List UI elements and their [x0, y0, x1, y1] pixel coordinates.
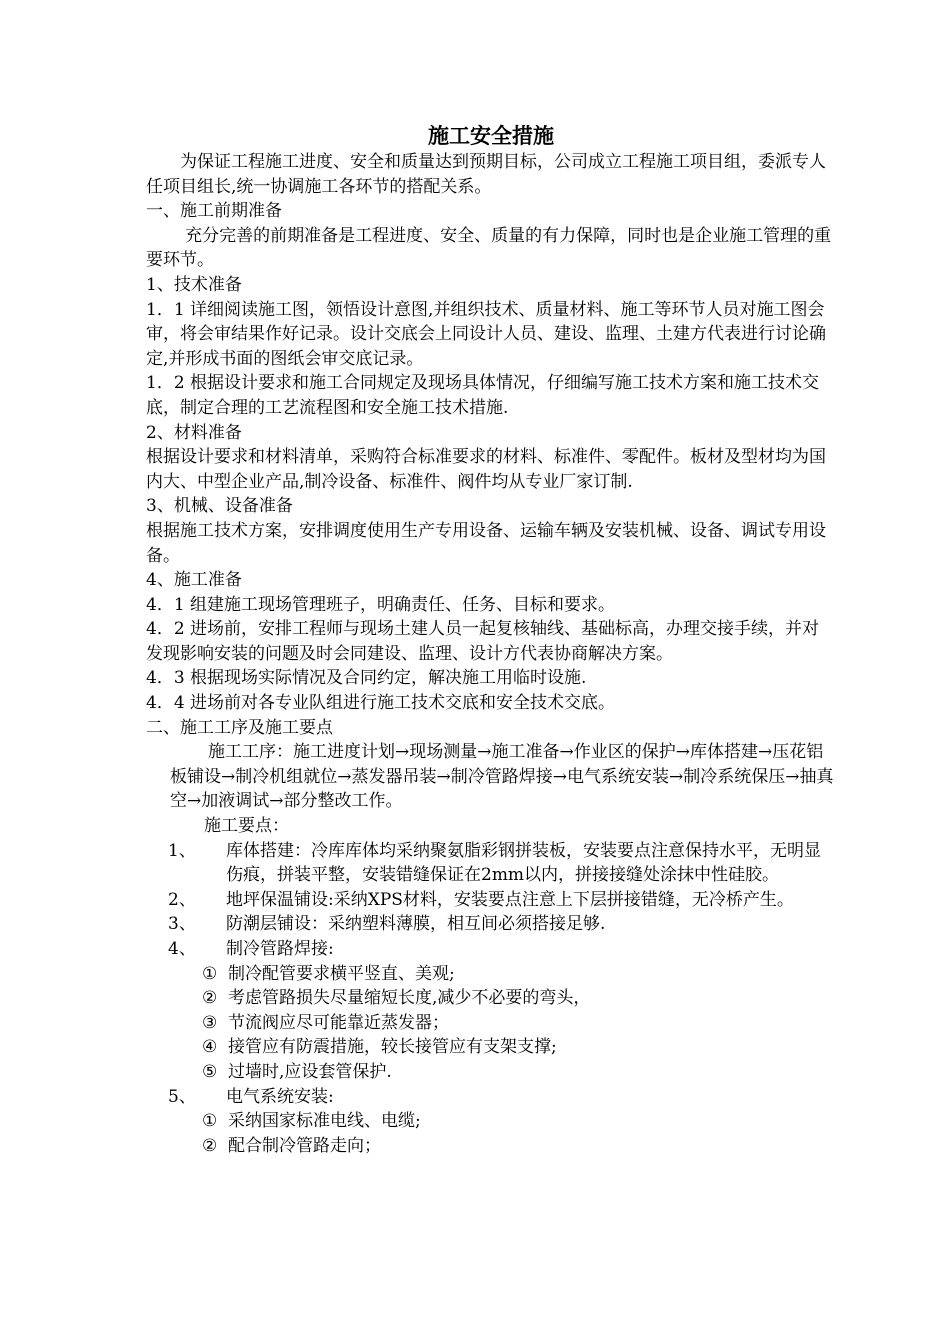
pipe-point	[146, 962, 836, 987]
intro-paragraph: 为保证工程施工进度、安全和质量达到预期目标，公司成立工程施工项目组，委派专人任项目组长,统一协调施工各环节的搭配关系。	[146, 152, 826, 197]
tech-heading: 1、技术准备	[146, 274, 242, 295]
list-item-number: 1、	[168, 840, 196, 861]
pipe-point-text: 接管应有防震措施，较长接管应有支架支撑;	[228, 1037, 557, 1058]
pipe-point-mark: ①	[202, 963, 218, 984]
pipe-point	[146, 986, 836, 1011]
list-item-number: 2、	[168, 889, 196, 910]
list-item-number: 5、	[168, 1086, 196, 1107]
list-item-text: 库体搭建：冷库库体均采纳聚氨脂彩钢拼装板，安装要点注意保持水平，无明显伤痕，拼装平整，安装错缝保证在2mm以内，拼接接缝处涂抹中性硅胶。	[226, 840, 821, 886]
section2-heading: 二、施工工序及施工要点	[146, 717, 333, 738]
construction-paragraph-4: 4．4 进场前对各专业队组进行施工技术交底和安全技术交底。	[146, 693, 616, 714]
construction-paragraph-2: 4．2 进场前，安排工程师与现场土建人员一起复核轴线、基础标高，办理交接手续，并对发现影响安装的问题及时会同建设、监理、设计方代表协商解决方案。	[146, 619, 820, 664]
pipe-point-mark: ④	[202, 1037, 218, 1058]
document-title: 施工安全措施	[428, 123, 554, 148]
material-heading: 2、材料准备	[146, 422, 242, 443]
pipe-point	[146, 1011, 836, 1036]
pipe-point-mark: ②	[202, 988, 218, 1009]
electric-point-mark: ①	[202, 1111, 218, 1132]
section1-intro: 充分完善的前期准备是工程进度、安全、质量的有力保障，同时也是企业施工管理的重要环节。	[146, 225, 832, 271]
electric-point-mark: ②	[202, 1135, 218, 1156]
pipe-point-text: 过墙时,应设套管保护.	[228, 1061, 392, 1082]
material-paragraph: 根据设计要求和材料清单，采购符合标准要求的材料、标准件、零配件。板材及型材均为国内大、中型企业产品,制冷设备、标准件、阀件均从专业厂家订制.	[146, 447, 826, 492]
tech-paragraph-1: 1．1 详细阅读施工图，领悟设计意图,并组织技术、质量材料、施工等环节人员对施工图会审，将会审结果作好记录。设计交底会上同设计人员、建设、监理、土建方代表进行讨论确定,并形成书面的图纸会审交底记录。	[146, 299, 826, 369]
construction-heading: 4、施工准备	[146, 570, 242, 591]
electric-point	[146, 1109, 836, 1134]
list-item-text: 防潮层铺设：采纳塑料薄膜，相互间必须搭接足够.	[226, 914, 606, 935]
pipe-point-text: 考虑管路损失尽量缩短长度,减少不必要的弯头，	[228, 988, 591, 1009]
machine-heading: 3、机械、设备准备	[146, 496, 293, 517]
list-item-number: 4、	[168, 939, 196, 959]
list-item	[146, 912, 836, 937]
electric-point-text: 配合制冷管路走向；	[228, 1135, 381, 1156]
construction-paragraph-1: 4．1 组建施工现场管理班子，明确责任、任务、目标和要求。	[146, 594, 616, 615]
list-item-text: 电气系统安装:	[226, 1086, 334, 1107]
pipe-point	[146, 1035, 836, 1060]
list-item	[146, 1085, 836, 1110]
machine-paragraph: 根据施工技术方案，安排调度使用生产专用设备、运输车辆及安装机械、设备、调试专用设备。	[146, 520, 826, 566]
list-item	[146, 937, 836, 962]
list-item-text: 地坪保温铺设:采纳XPS材料，安装要点注意上下层拼接错缝，无冷桥产生。	[226, 889, 794, 910]
section1-heading: 一、施工前期准备	[146, 201, 282, 222]
electric-point-text: 采纳国家标准电线、电缆;	[228, 1111, 421, 1132]
list-item-number: 3、	[168, 914, 196, 935]
electric-point	[146, 1134, 836, 1159]
pipe-point-text: 制冷配管要求横平竖直、美观;	[228, 963, 455, 984]
pipe-point-mark: ③	[202, 1012, 218, 1033]
process-paragraph: 施工工序：施工进度计划→现场测量→施工准备→作业区的保护→库体搭建→压花铝板铺设→制冷机组就位→蒸发器吊装→制冷管路焊接→电气系统安装→制冷系统保压→抽真空→加液调试→部分整改工作。	[170, 742, 834, 812]
pipe-point	[146, 1060, 836, 1085]
document-body	[146, 122, 836, 1158]
points-title: 施工要点：	[204, 816, 289, 837]
list-item-text: 制冷管路焊接:	[226, 939, 334, 959]
pipe-point-mark: ⑤	[202, 1061, 218, 1082]
tech-paragraph-2: 1．2 根据设计要求和施工合同规定及现场具体情况，仔细编写施工技术方案和施工技术交底，制定合理的工艺流程图和安全施工技术措施.	[146, 373, 820, 418]
construction-paragraph-3: 4．3 根据现场实际情况及合同约定，解决施工用临时设施.	[146, 668, 587, 689]
pipe-point-text: 节流阀应尽可能靠近蒸发器；	[228, 1012, 449, 1033]
list-item	[146, 839, 836, 888]
list-item	[146, 888, 836, 913]
